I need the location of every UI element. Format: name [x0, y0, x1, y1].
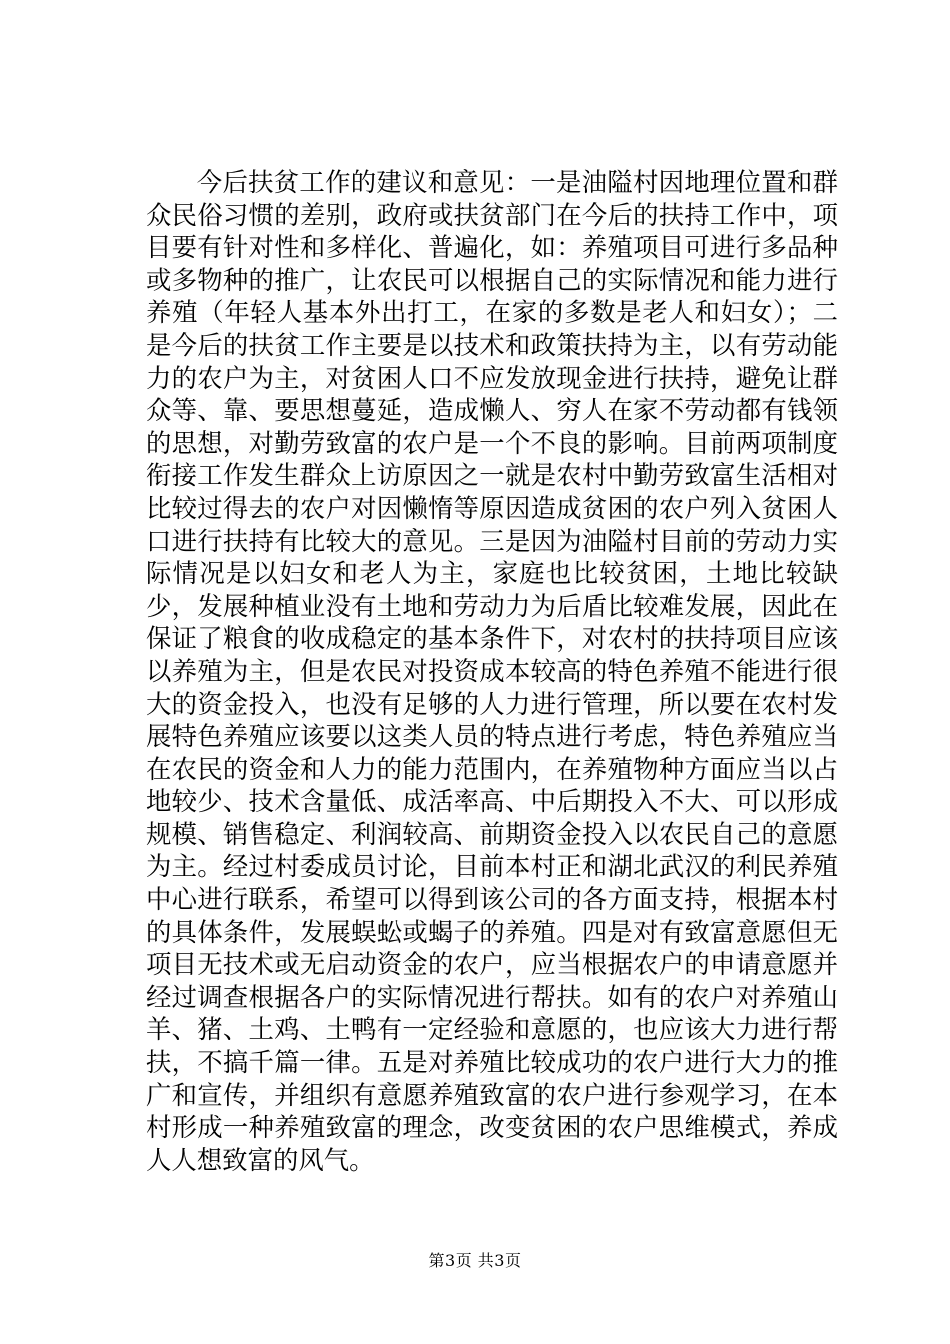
body-paragraph: 今后扶贫工作的建议和意见：一是油隘村因地理位置和群众民俗习惯的差别，政府或扶贫部门在今后的扶持工作中，项目要有针对性和多样化、普遍化，如：养殖项目可进行多品种或多物种的推广，让农民可以根据自己的实际情况和能力进行养殖（年轻人基本外出打工，在家的多数是老人和妇女）；二是今后的扶贫工作主要是以技术和政策扶持为主，以有劳动能力的农户为主，对贫困人口不应发放现金进行扶持，避免让群众等、靠、要思想蔓延，造成懒人、穷人在家不劳动都有钱领的思想，对勤劳致富的农户是一个不良的影响。目前两项制度衔接工作发生群众上访原因之一就是农村中勤劳致富生活相对比较过得去的农户对因懒惰等原因造成贫困的农户列入贫困人口进行扶持有比较大的意见。三是因为油隘村目前的劳动力实际情况是以妇女和老人为主，家庭也比较贫困，土地比较缺少，发展种植业没有土地和劳动力为后盾比较难发展，因此在保证了粮食的收成稳定的基本条件下，对农村的扶持项目应该以养殖为主，但是农民对投资成本较高的特色养殖不能进行很大的资金投入，也没有足够的人力进行管理，所以要在农村发展特色养殖应该要以这类人员的特点进行考虑，特色养殖应当在农民的资金和人力的能力范围内，在养殖物种方面应当以占地较少、技术含量低、成活率高、中后期投入不大、可以形成规模、销售稳定、利润较高、前期资金投入以农民自己的意愿为主。经过村委成员讨论，目前本村正和湖北武汉的利民养殖中心进行联系，希望可以得到该公司的各方面支持，根据本村的具体条件，发展蜈蚣或蝎子的养殖。四是对有致富意愿但无项目无技术或无启动资金的农户，应当根据农户的申请意愿并经过调查根据各户的实际情况进行帮扶。如有的农户对养殖山羊、猪、土鸡、土鸭有一定经验和意愿的，也应该大力进行帮扶，不搞千篇一律。五是对养殖比较成功的农户进行大力的推广和宣传，并组织有意愿养殖致富的农户进行参观学习，在本村形成一种养殖致富的理念，改变贫困的农户思维模式，养成人人想致富的风气。 — [146, 167, 838, 1175]
page-number-footer: 第3页 共3页 — [428, 1251, 522, 1270]
